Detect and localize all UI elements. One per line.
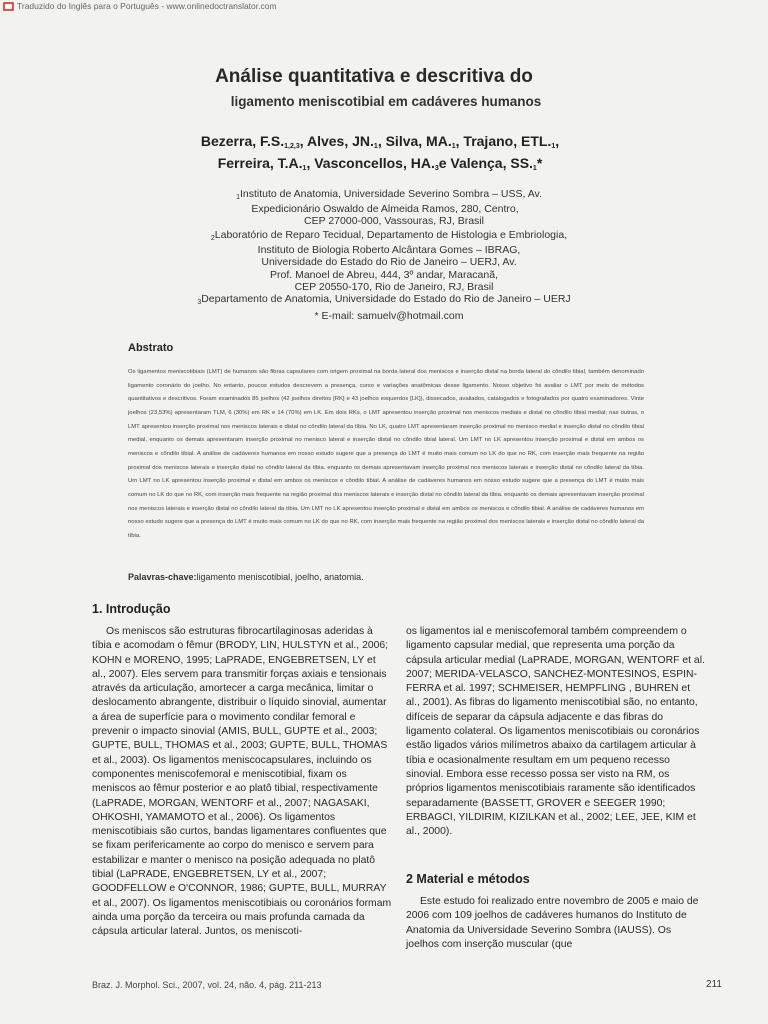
translator-logo-icon bbox=[3, 2, 14, 11]
abstract-text: Os ligamentos meniscotibiais (LMT) de humanos são fibras capsulares com origem proximal na borda lateral dos meniscos e inserção distal na borda lateral do côndilo tibial, também denominado ligamento coronário do joelho. No entanto, poucos estudos descrevem a presença, curso e variações anatômicas desse ligamento. Nosso objetivo foi avaliar o LMT por meio de métodos quantitativos e descritivos. Foram examinados 85 joelhos (42 joelhos direitos [RK] e 43 joelhos esquerdos [LK]), dissecados, avaliados, catalogados e fotografados por quatro examinadores. Vinte joelhos (23,53%) apresentaram TLM, 6 (30%) em RK e 14 (70%) em LK. Em dois RKs, o LMT apresentou inserção proximal nos meniscos mediais e distal no côndilo tibial medial; nas outras, o LMT apresentou inserção proximal nos meniscos laterais e distal no côndilo lateral da tíbia. No LK, quatro LMT apresentaram inserção proximal no menisco medial e inserção distal no côndilo tibial medial, enquanto os demais apresentaram inserção proximal no menisco lateral e inserção distal no côndilo tibial lateral. Um LMT no LK apresentou inserção proximal e distal em ambos os meniscos e côndilo tibial. A análise de cadáveres humanos em nosso estudo sugere que a presença do LMT é muito mais comum no LK do que no RK, com inserção mais frequente na região proximal dos meniscos laterais e inserção distal no côndilo lateral da tíbia. enquanto os demais apresentavam inserção proximal nos meniscos laterais e inserção distal no côndilo lateral da tíbia. Um LMT no LK apresentou inserção proximal e distal em ambos os meniscos e côndilo tibial. A análise de cadáveres humanos em nosso estudo sugere que a presença do LMT é muito mais comum no LK do que no RK, com inserção mais frequente na região proximal dos meniscos laterais e inserção distal no côndilo lateral da tíbia. enquanto os demais apresentavam inserção proximal nos meniscos laterais e inserção distal no côndilo lateral da tíbia. Um LMT no LK apresentou inserção proximal e distal em ambos os meniscos e côndilo tibial. A análise de cadáveres humanos em nosso estudo sugere que a presença do LMT é muito mais comum no LK do que no RK, com inserção mais frequente na região proximal dos meniscos laterais e inserção distal no côndilo lateral da tíbia. bbox=[128, 369, 644, 539]
methods-paragraph: Este estudo foi realizado entre novembro de 2005 e maio de 2006 com 109 joelhos de cadáveres humanos do Instituto de Anatomia da Universidade Severino Sombra (IAUSS). Os joelhos com inserção muscular (que bbox=[406, 896, 699, 950]
translator-text[interactable]: Traduzido do Inglês para o Português - www.onlinedoctranslator.com bbox=[17, 1, 277, 11]
translator-banner[interactable] bbox=[0, 0, 277, 12]
author-line-2: Ferreira, $T.A._1$, Vasconcellos, $HA._3e$ Valença, $SS._1*$ bbox=[217, 155, 543, 172]
keywords-text: ligamento meniscotibial, joelho, anatomia. bbox=[196, 572, 364, 582]
page-number: 211 bbox=[706, 979, 722, 990]
methods-heading: 2 Material e métodos bbox=[406, 872, 530, 886]
methods-column bbox=[406, 895, 706, 952]
keywords-label: Palavras-chave: bbox=[128, 572, 197, 582]
affiliation-1: $_1$Instituto de Anatomia, Universidade Severino Sombra – USS, Av. Expedicionário Oswaldo de Almeida Ramos, 280, Centro, CEP 27000-000, Vassouras, RJ, Brasil bbox=[236, 188, 542, 227]
intro-paragraph-right: os ligamentos ial e meniscofemoral também compreendem o ligamento capsular medial, que representa uma porção da cápsula articular medial (LaPRADE, MORGAN, WENTORF et al. 2007; MERIDA-VELASCO, SANCHEZ-MONTESINOS, ESPIN-FERRA et al. 1997; SCHMEISER, HEMPFLING , BUHREN et al., 2001). As fibras do ligamento meniscotibial são, no entanto, difíceis de separar da cápsula adjacente e das fibras do ligamento colateral. Os ligamentos meniscotibiais ou coronários estão ligados vários milímetros abaixo da cartilagem articular à tíbia e ocasionalmente resultam em um pequeno recesso sinovial. Embora esse recesso possa ser visto na RM, os próprios ligamentos meniscotibiais raramente são identificados separadamente (BASSETT, GROVER e SEEGER 1990; ERBAGCI, YILDIRIM, KIZILKAN et al., 2002; LEE, JEE, KIM et al., 2000). bbox=[406, 626, 705, 838]
intro-column-right bbox=[406, 625, 706, 839]
intro-paragraph-left: Os meniscos são estruturas fibrocartilaginosas aderidas à tíbia e acomodam o fêmur (BRODY, LIN, HULSTYN et al., 2006; KOHN e MORENO, 1995; LaPRADE, ENGEBRETSEN, LY et al., 2007). Eles servem para transmitir forças axiais e tensionais através da articulação, amortecer a carga mecânica, limitar o deslocamento abrangente, distribuir o líquido sinovial, aumentar a área de superfície para o movimento condilar femoral e prevenir o impacto sinovial (AMIS, BULL, GUPTE et al., 2003; GUPTE, BULL, THOMAS et al., 2003; GUPTE, BULL, THOMAS et al., 2003). Os ligamentos meniscocapsulares, incluindo os componentes meniscofemoral e meniscotibial, fixam os meniscos ao fêmur posterior e ao platô tibial, respectivamente (LaPRADE, MORGAN, WENTORF et al., 2007; NAGASAKI, OHKOSHI, YAMAMOTO et al., 2006). Os ligamentos meniscotibiais são curtos, bandas ligamentares confluentes que se fixam perifericamente ao corpo do menisco e servem para estabilizar e manter o menisco na posição adequada no platô tibial (LaPRADE, ENGEBRETSEN, LY et al., 2007; GOODFELLOW e O'CONNOR, 1986; GUPTE, BULL, MURRAY et al., 2007). Os ligamentos meniscotibiais ou coronários formam ainda uma porção da terceira ou mais profunda camada da cápsula articular lateral. Juntos, os meniscoti- bbox=[92, 626, 392, 938]
paper-subtitle: ligamento meniscotibial em cadáveres humanos bbox=[230, 94, 542, 109]
affiliation-3: $_3$Departamento de Anatomia, Universidade do Estado do Rio de Janeiro – UERJ bbox=[197, 293, 571, 306]
intro-heading: 1. Introdução bbox=[92, 602, 171, 616]
intro-column-left bbox=[92, 625, 392, 940]
abstract-heading: Abstrato bbox=[128, 342, 174, 354]
paper-title: Análise quantitativa e descritiva do bbox=[215, 66, 533, 87]
author-line-1: Bezerra, $F.S._{1,2,3}$, Alves, $JN._1$, Silva, $MA._1$, Trajano, $ETL._1$, bbox=[200, 133, 560, 150]
author-list bbox=[0, 132, 760, 176]
contact-email[interactable]: * E-mail: samuelv@hotmail.com bbox=[314, 310, 464, 322]
journal-citation: Braz. J. Morphol. Sci., 2007, vol. 24, não. 4, pág. 211-213 bbox=[92, 980, 322, 990]
keywords bbox=[128, 572, 364, 582]
affiliation-2: $_2$Laboratório de Reparo Tecidual, Departamento de Histologia e Embriologia, Instituto de Biologia Roberto Alcântara Gomes – IBRAG, Universidade do Estado do Rio de Janeiro – UERJ, Av. Prof. Manoel de Abreu, 444, 3º andar, Maracanã, CEP 20550-170, Rio de Janeiro, RJ, Brasil bbox=[210, 229, 568, 293]
